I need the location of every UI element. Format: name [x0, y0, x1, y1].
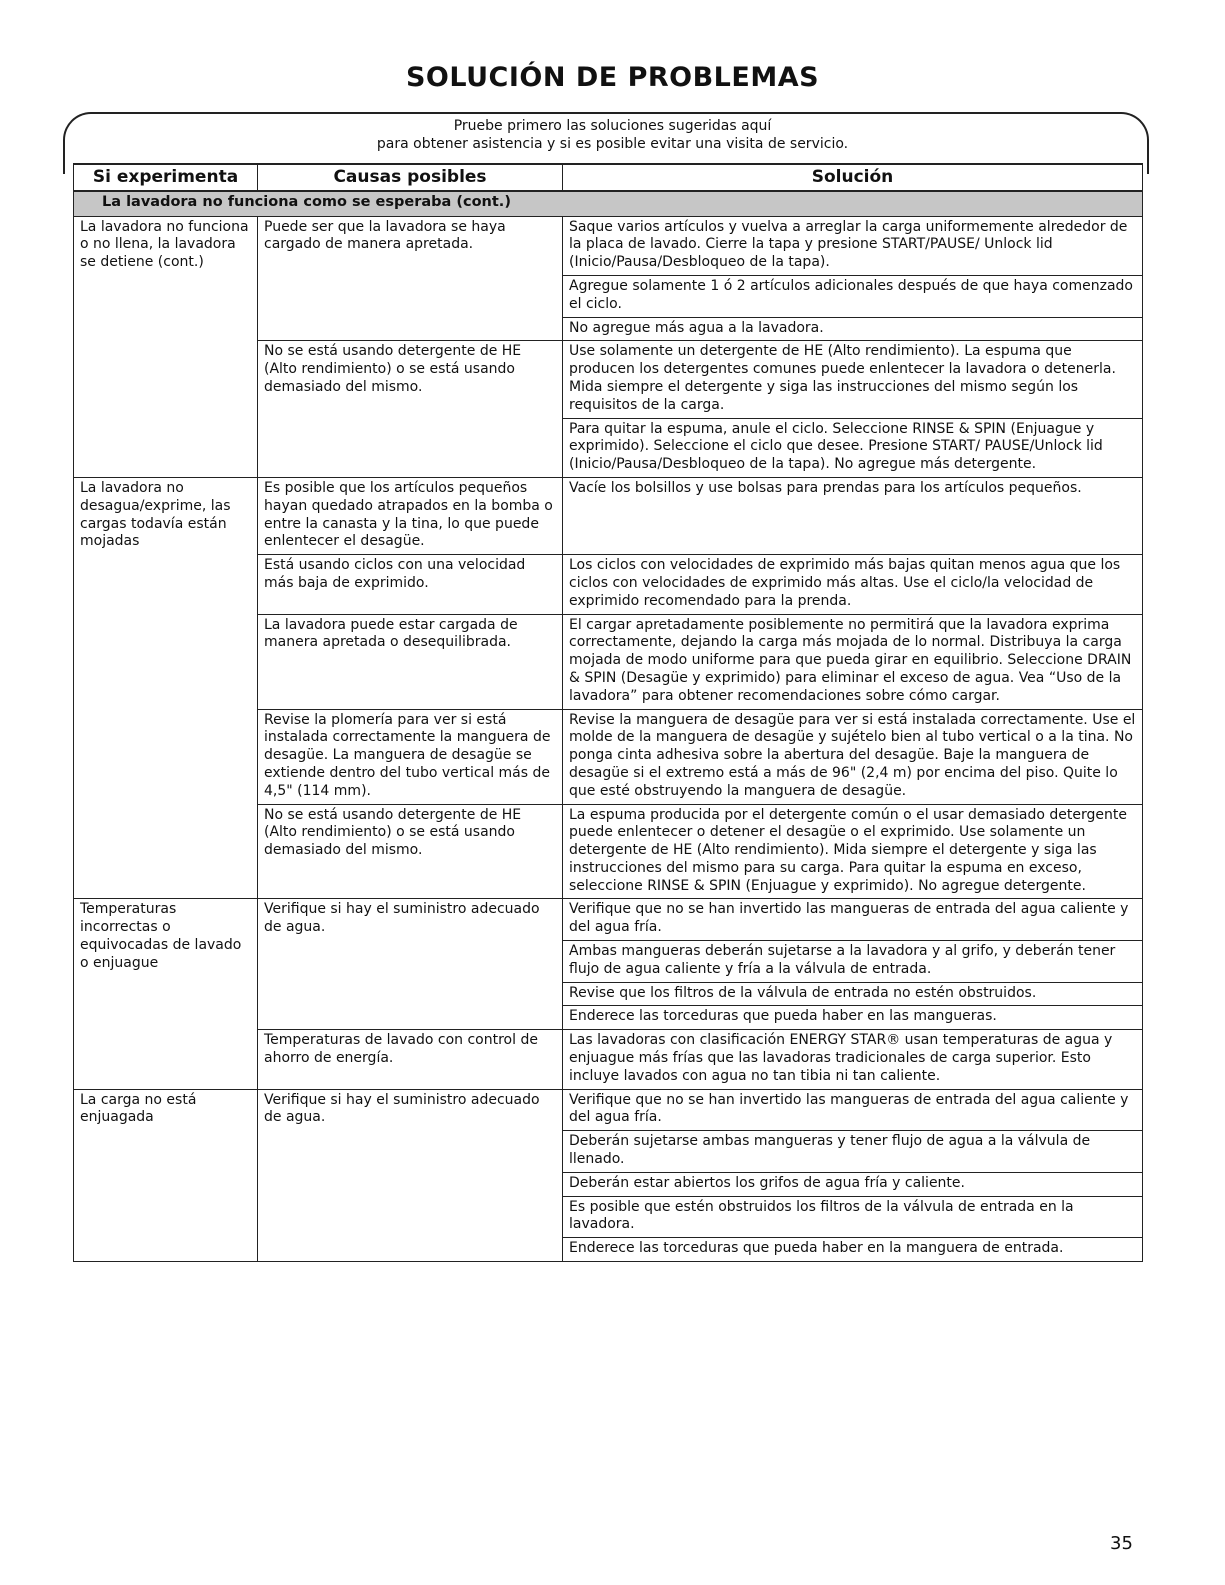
- column-header-causes: Causas posibles: [258, 164, 563, 191]
- solution-cell: Deberán sujetarse ambas mangueras y tener flujo de agua a la válvula de llenado.: [563, 1131, 1143, 1173]
- solution-cell: Los ciclos con velocidades de exprimido más bajas quitan menos agua que los ciclos con velocidades de exprimido más altas. Use el ciclo/la velocidad de exprimido recomendado para la prenda.: [563, 555, 1143, 614]
- intro-line: para obtener asistencia y si es posible evitar una visita de servicio.: [376, 136, 849, 152]
- solution-cell: Es posible que estén obstruidos los filtros de la válvula de entrada en la lavadora.: [563, 1196, 1143, 1238]
- solution-cell: Para quitar la espuma, anule el ciclo. Seleccione RINSE & SPIN (Enjuague y exprimido). Seleccione el ciclo que desee. Presione START/ PAUSE/Unlock lid (Inicio/Pausa/Desbloqueo de la tapa). No agregue más detergente.: [563, 418, 1143, 477]
- problem-cell: La lavadora no desagua/exprime, las cargas todavía están mojadas: [74, 477, 258, 899]
- section-header: La lavadora no funciona como se esperaba (cont.): [74, 191, 1143, 216]
- table-row: [74, 477, 1143, 554]
- page-title: SOLUCIÓN DE PROBLEMAS: [405, 62, 820, 93]
- solution-cell: No agregue más agua a la lavadora.: [563, 317, 1143, 341]
- solution-cell: El cargar apretadamente posiblemente no permitirá que la lavadora exprima correctamente, dejando la carga más mojada de lo normal. Distribuya la carga mojada de modo uniforme para que pueda girar en equilibrio. Seleccione DRAIN & SPIN (Desagüe y exprimido) para eliminar el exceso de agua. Vea “Uso de la lavadora” para obtener recomendaciones sobre cómo cargar.: [563, 614, 1143, 709]
- intro-line: Pruebe primero las soluciones sugeridas aquí: [453, 118, 772, 134]
- table-header-row: [74, 164, 1143, 191]
- column-header-problem: Si experimenta: [74, 164, 258, 191]
- problem-cell: Temperaturas incorrectas o equivocadas de lavado o enjuague: [74, 899, 258, 1089]
- problem-cell: La lavadora no funciona o no llena, la lavadora se detiene (cont.): [74, 216, 258, 477]
- solution-cell: Vacíe los bolsillos y use bolsas para prendas para los artículos pequeños.: [563, 477, 1143, 554]
- solution-cell: Verifique que no se han invertido las mangueras de entrada del agua caliente y del agua fría.: [563, 899, 1143, 941]
- solution-cell: Enderece las torceduras que pueda haber en las mangueras.: [563, 1006, 1143, 1030]
- page-number: 35: [1110, 1533, 1133, 1554]
- troubleshooting-table: [73, 163, 1143, 1262]
- cause-cell: Puede ser que la lavadora se haya cargado de manera apretada.: [258, 216, 563, 341]
- cause-cell: No se está usando detergente de HE (Alto rendimiento) o se está usando demasiado del mismo.: [258, 804, 563, 899]
- table-row: [74, 899, 1143, 941]
- cause-cell: Es posible que los artículos pequeños hayan quedado atrapados en la bomba o entre la canasta y la tina, lo que puede enlentecer el desagüe.: [258, 477, 563, 554]
- solution-cell: Use solamente un detergente de HE (Alto rendimiento). La espuma que producen los detergentes comunes puede enlentecer la lavadora o detenerla. Mida siempre el detergente y siga las instrucciones del mismo según los requisitos de la carga.: [563, 341, 1143, 418]
- cause-cell: Verifique si hay el suministro adecuado de agua.: [258, 1089, 563, 1261]
- solution-cell: Verifique que no se han invertido las mangueras de entrada del agua caliente y del agua fría.: [563, 1089, 1143, 1131]
- solution-cell: La espuma producida por el detergente común o el usar demasiado detergente puede enlentecer o detener el desagüe o el exprimido. Use solamente un detergente de HE (Alto rendimiento). Mida siempre el detergente y siga las instrucciones del mismo para su carga. Para quitar la espuma en exceso, seleccione RINSE & SPIN (Enjuague y exprimido). No agregue detergente.: [563, 804, 1143, 899]
- section-header-row: [74, 191, 1143, 216]
- cause-cell: No se está usando detergente de HE (Alto rendimiento) o se está usando demasiado del mismo.: [258, 341, 563, 478]
- cause-cell: La lavadora puede estar cargada de manera apretada o desequilibrada.: [258, 614, 563, 709]
- solution-cell: Revise que los filtros de la válvula de entrada no estén obstruidos.: [563, 982, 1143, 1006]
- problem-cell: La carga no está enjuagada: [74, 1089, 258, 1261]
- solution-cell: Las lavadoras con clasificación ENERGY STAR® usan temperaturas de agua y enjuague más frías que las lavadoras tradicionales de carga superior. Esto incluye lavados con agua no tan tibia ni tan caliente.: [563, 1030, 1143, 1089]
- cause-cell: Revise la plomería para ver si está instalada correctamente la manguera de desagüe. La manguera de desagüe se extiende dentro del tubo vertical más de 4,5" (114 mm).: [258, 709, 563, 804]
- cause-cell: Temperaturas de lavado con control de ahorro de energía.: [258, 1030, 563, 1089]
- column-header-solution: Solución: [563, 164, 1143, 191]
- cause-cell: Verifique si hay el suministro adecuado de agua.: [258, 899, 563, 1030]
- table-row: [74, 1089, 1143, 1131]
- solution-cell: Enderece las torceduras que pueda haber en la manguera de entrada.: [563, 1238, 1143, 1262]
- table-row: [74, 216, 1143, 275]
- solution-cell: Revise la manguera de desagüe para ver si está instalada correctamente. Use el molde de la manguera de desagüe y sujételo bien al tubo vertical o a la tina. No ponga cinta adhesiva sobre la abertura del desagüe. Baje la manguera de desagüe si el extremo está a más de 96" (2,4 m) por encima del piso. Quite lo que esté obstruyendo la manguera de desagüe.: [563, 709, 1143, 804]
- intro-text: [0, 117, 1225, 153]
- solution-cell: Agregue solamente 1 ó 2 artículos adicionales después de que haya comenzado el ciclo.: [563, 275, 1143, 317]
- solution-cell: Ambas mangueras deberán sujetarse a la lavadora y al grifo, y deberán tener flujo de agua caliente y fría a la válvula de entrada.: [563, 941, 1143, 983]
- solution-cell: Saque varios artículos y vuelva a arreglar la carga uniformemente alrededor de la placa de lavado. Cierre la tapa y presione START/PAUSE/ Unlock lid (Inicio/Pausa/Desbloqueo de la tapa).: [563, 216, 1143, 275]
- solution-cell: Deberán estar abiertos los grifos de agua fría y caliente.: [563, 1172, 1143, 1196]
- cause-cell: Está usando ciclos con una velocidad más baja de exprimido.: [258, 555, 563, 614]
